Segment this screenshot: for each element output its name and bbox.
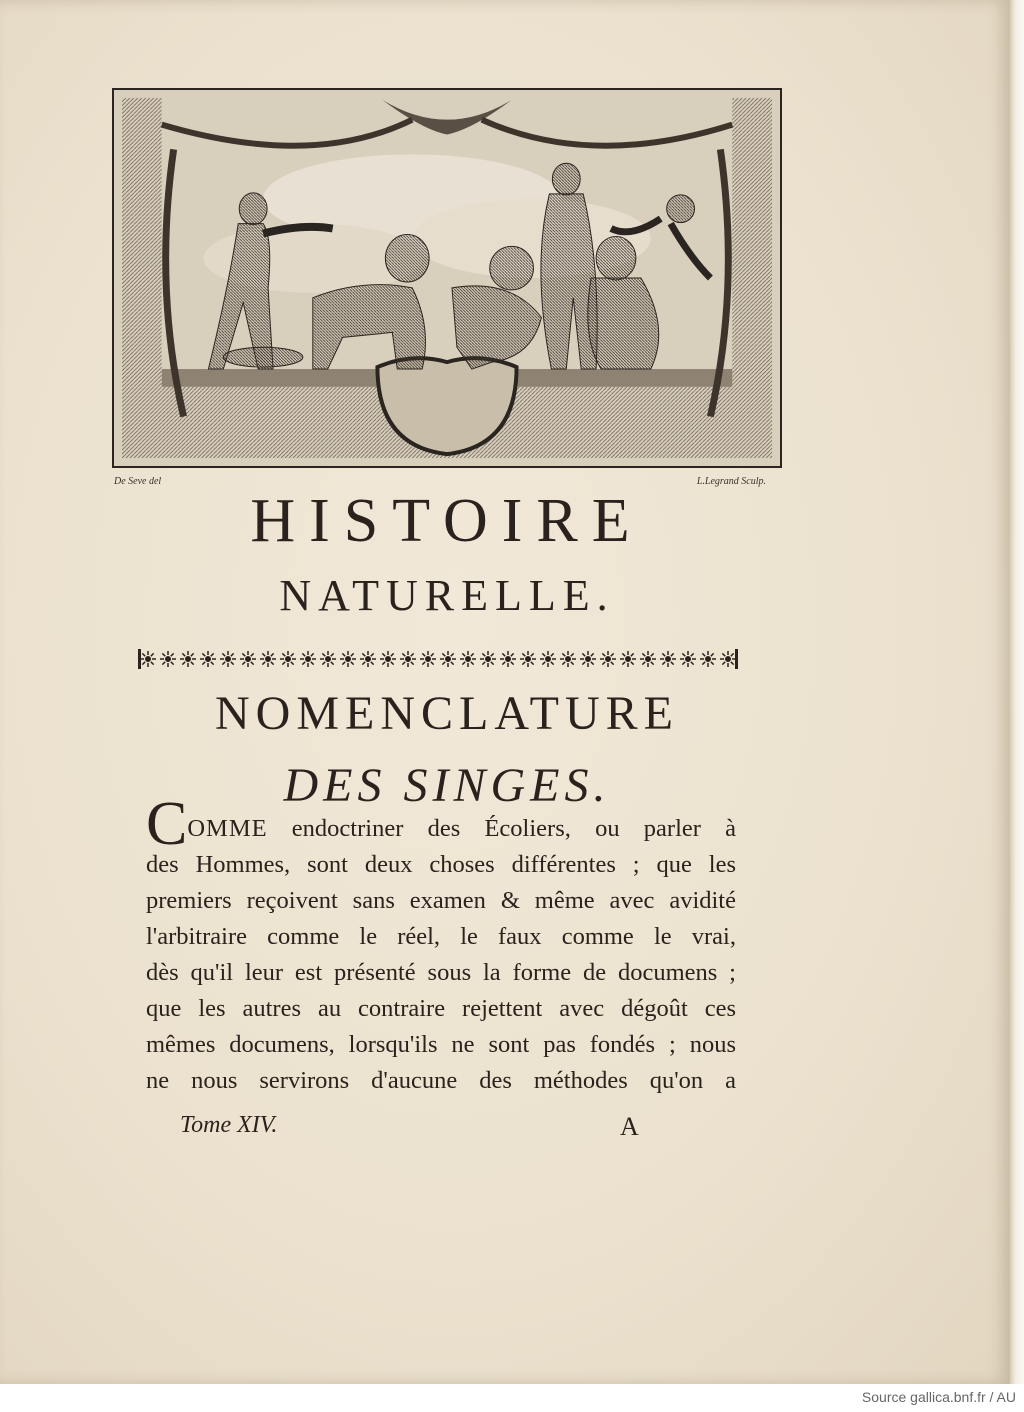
signature-mark: A [620,1112,639,1141]
body-line-1 [146,790,736,858]
volume-number: Tome XIV. [180,1112,278,1138]
body-line-7: mêmes documens, lorsqu'ils ne sont pas fondés ; nous [146,1031,736,1058]
body-line-5: dès qu'il leur est présenté sous la forme de documens ; [146,959,736,986]
body-line-4: l'arbitraire comme le réel, le faux comme le vrai, [146,923,736,950]
illustrator-credit: De Seve del [114,476,162,487]
body-paragraph [146,790,736,1099]
drop-cap: C [146,790,188,858]
title-histoire: HISTOIRE [250,487,644,555]
source-credit: Source gallica.bnf.fr / AU [861,1389,1016,1405]
line-text: endoctriner des Écoliers, ou parler à [267,815,736,842]
engraver-credit: L.Legrand Sculp. [696,476,766,487]
opening-smallcaps: OMME [187,815,268,842]
title-naturelle: NATURELLE. [279,571,615,620]
engraving-illustration [112,88,782,468]
heading-des-singes: DES SINGES. [283,759,611,812]
heading-nomenclature: NOMENCLATURE [215,687,679,740]
page-edge [1010,0,1024,1384]
body-line-2: des Hommes, sont deux choses différentes ; que les [146,851,736,878]
body-line-6: que les autres au contraire rejettent avec dégoût ces [146,995,736,1022]
body-line-3: premiers reçoivent sans examen & même avec avidité [146,887,736,914]
body-line-8: ne nous servirons d'aucune des méthodes qu'on a [146,1067,736,1094]
typographic-ornament-band [138,646,738,672]
